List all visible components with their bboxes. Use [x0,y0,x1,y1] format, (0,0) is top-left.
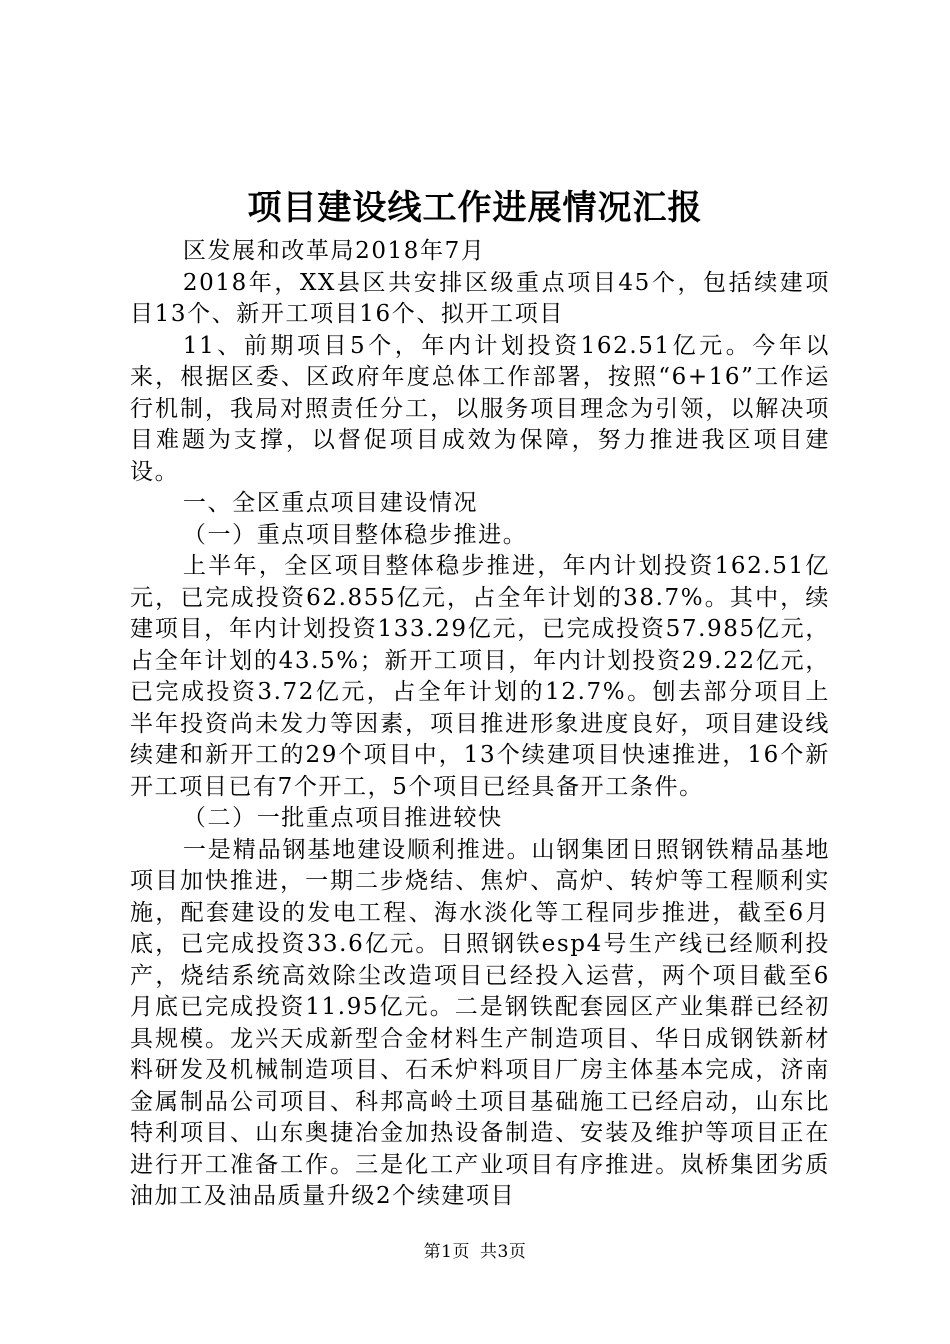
paragraph: 一是精品钢基地建设顺利推进。山钢集团日照钢铁精品基地项目加快推进，一期二步烧结、焦炉、高炉、转炉等工程顺利实施，配套建设的发电工程、海水淡化等工程同步推进，截至6月底，已完成投资33.6亿元。日照钢铁esp4号生产线已经顺利投产，烧结系统高效除尘改造项目已经投入运营，两个项目截至6月底已完成投资11.95亿元。二是钢铁配套园区产业集群已经初具规模。龙兴天成新型合金材料生产制造项目、华日成钢铁新材料研发及机械制造项目、石禾炉料项目厂房主体基本完成，济南金属制品公司项目、科邦高岭土项目基础施工已经启动，山东比特利项目、山东奥捷冶金加热设备制造、安装及维护等项目正在进行开工准备工作。三是化工产业项目有序推进。岚桥集团劣质油加工及油品质量升级2个续建项目 [130,836,830,1209]
paragraph: 11、前期项目5个，年内计划投资162.51亿元。今年以来，根据区委、区政府年度总体工作部署，按照“6+16”工作运行机制，我局对照责任分工，以服务项目理念为引领，以解决项目难题为支撑，以督促项目成效为保障，努力推进我区项目建设。 [130,332,830,485]
document-title: 项目建设线工作进展情况汇报 [247,188,703,228]
subsection-heading: （二）一批重点项目推进较快 [182,805,503,831]
document-body [130,236,830,1213]
page-number: 第1页 [423,1242,470,1262]
page-footer [0,1240,950,1264]
page-total: 共3页 [480,1242,527,1262]
paragraph-author-date: 区发展和改革局2018年7月 [182,238,486,264]
paragraph: 上半年，全区项目整体稳步推进，年内计划投资162.51亿元，已完成投资62.855亿元，占全年计划的38.7%。其中，续建项目，年内计划投资133.29亿元，已完成投资57.985亿元，占全年计划的43.5%；新开工项目，年内计划投资29.22亿元，已完成投资3.72亿元，占全年计划的12.7%。刨去部分项目上半年投资尚未发力等因素，项目推进形象进度良好，项目建设线续建和新开工的29个项目中，13个续建项目快速推进，16个新开工项目已有7个开工，5个项目已经具备开工条件。 [130,553,830,800]
paragraph: 2018年，XX县区共安排区级重点项目45个，包括续建项目13个、新开工项目16个、拟开工项目 [130,269,830,327]
section-heading: 一、全区重点项目建设情况 [182,490,479,516]
subsection-heading: （一）重点项目整体稳步推进。 [182,521,528,548]
